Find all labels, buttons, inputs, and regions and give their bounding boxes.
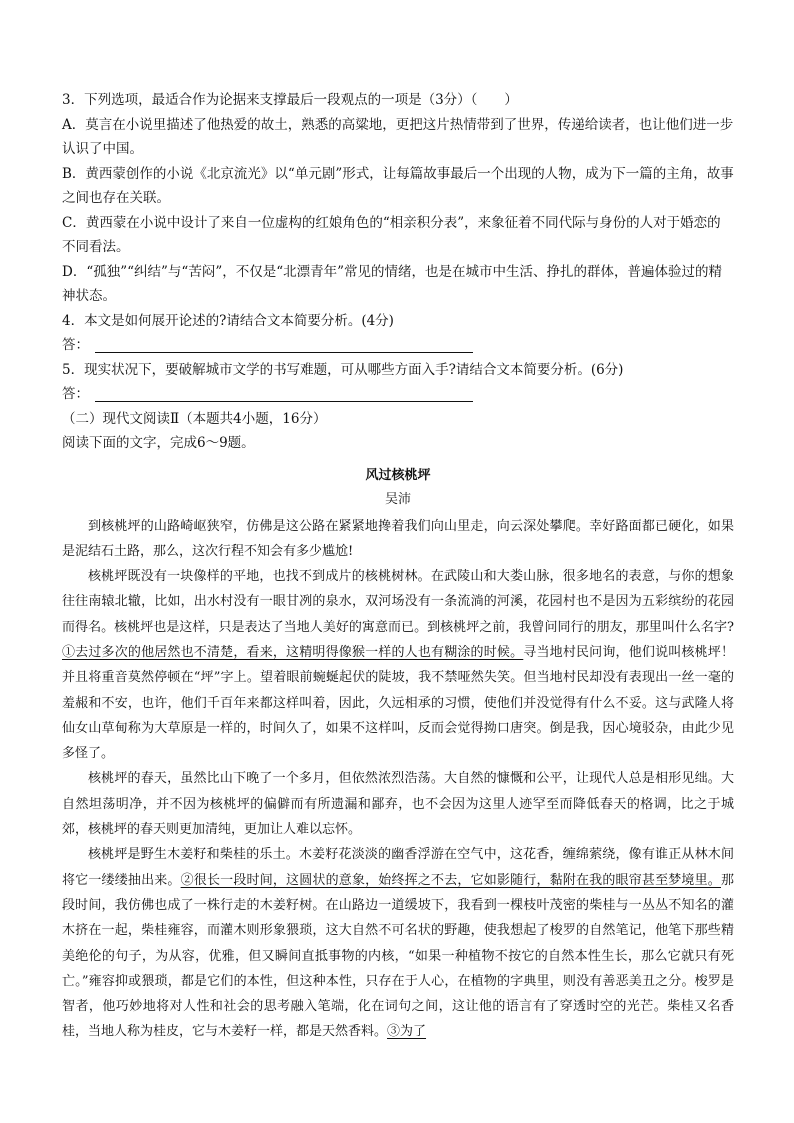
answer-label: 答： <box>62 337 89 353</box>
question-4-stem: 4．本文是如何展开论述的?请结合文本简要分析。(4分) <box>62 312 394 329</box>
question-5-answer-row <box>62 382 734 407</box>
question-5-stem: 5．现实状况下，要破解城市文学的书写难题，可从哪些方面入手?请结合文本简要分析。(6分) <box>62 361 624 378</box>
essay-title: 风过核桃坪 <box>365 467 431 483</box>
section-header <box>62 407 734 456</box>
underlined-sentence-3: ③为了 <box>387 1024 427 1040</box>
answer-line[interactable] <box>95 335 473 353</box>
answer-label: 答： <box>62 386 89 402</box>
option-a: A．莫言在小说里描述了他热爱的故土，熟悉的高粱地，更把这片热情带到了世界，传递给读者，也让他们进一步认识了中国。 <box>62 116 734 157</box>
essay-paragraph: 核桃坪的春天，虽然比山下晚了一个多月，但依然浓烈浩荡。大自然的慷慨和公平，让现代人总是相形见绌。大自然坦荡明净，并不因为核桃坪的偏僻而有所遗漏和鄙弃，也不会因为这里人迹罕至而降低春天的格调，比之于城郊，核桃坪的春天则更加清纯，更加让人难以忘怀。 <box>62 771 734 838</box>
essay-paragraph: 核桃坪是野生木姜籽和柴桂的乐土。木姜籽花淡淡的幽香浮游在空气中，这花香，缠绵萦绕，像有谁正从林木间将它一缕缕抽出来。②很长一段时间，这圆状的意象，始终挥之不去，它如影随行，黏附在我的眼帘甚至梦境里。那段时间，我仿佛也成了一株行走的木姜籽树。在山路边一道缓坡下，我看到一棵枝叶茂密的柴桂与一丛丛不知名的灌木挤在一起，柴桂雍容，而灌木则形象猥琐，这大自然不可名状的野趣，使我想起了梭罗的自然笔记，他笔下那些精美绝伦的句子，为从容，优雅，但又瞬间直抵事物的内核，“如果一种植物不按它的自然本性生长，那么它就只有死亡。”雍容抑或猥琐，都是它们的本性，但这种本性，只存在于人心，在植物的字典里，则没有善恶美丑之分。梭罗是智者，他巧妙地将对人性和社会的思考融入笔端，化在词句之间，这让他的语言有了穿透时空的光芒。柴桂又名香桂，当地人称为桂皮，它与木姜籽一样，都是天然香料。③为了 <box>62 847 734 1040</box>
option-d: D．“孤独”“纠结”与“苦闷”，不仅是“北漂青年”常见的情绪，也是在城市中生活、挣扎的群体，普遍体验过的精神状态。 <box>62 263 723 304</box>
essay-paragraph: 核桃坪既没有一块像样的平地，也找不到成片的核桃树林。在武陵山和大娄山脉，很多地名的表意，与你的想象往往南辕北辙，比如，出水村没有一眼甘冽的泉水，双河场没有一条流淌的河溪，花园村也不是因为五彩缤纷的花园而得名。核桃坪也是这样，只是表达了当地人美好的寓意而已。到核桃坪之前，我曾问同行的朋友，那里叫什么名字?①去过多次的他居然也不清楚，看来，这精明得像猴一样的人也有糊涂的时候。寻当地村民问询，他们说叫核桃坪！并且将重音莫然停顿在“坪”字上。望着眼前蜿蜒起伏的陡坡，我不禁哑然失笑。但当地村民却没有表现出一丝一毫的羞赧和不安，也许，他们千百年来都这样叫着，因此，久远相承的习惯，使他们并没觉得有什么不妥。这与武隆人将仙女山草甸称为大草原是一样的，时间久了，如果不这样叫，反而会觉得拗口唐突。倒是我，因心境驳杂，由此少见多怪了。 <box>62 569 734 762</box>
question-3-stem: 3．下列选项，最适合作为论据来支撑最后一段观点的一项是（3分）（ ） <box>62 92 518 108</box>
option-b: B．黄西蒙创作的小说《北京流光》以“单元剧”形式，让每篇故事最后一个出现的人物，成为下一篇的主角，故事之间也存在关联。 <box>62 165 734 206</box>
essay-body <box>62 514 734 1045</box>
question-3 <box>62 88 734 309</box>
essay-author: 吴沛 <box>384 491 411 507</box>
underlined-sentence-1: ①去过多次的他居然也不清楚，看来，这精明得像猴一样的人也有糊涂的时候。 <box>62 644 524 660</box>
question-4-answer-row <box>62 333 734 358</box>
option-c: C．黄西蒙在小说中设计了来自一位虚构的红娘角色的“相亲积分表”，来象征着不同代际与身份的人对于婚恋的不同看法。 <box>62 214 721 255</box>
section-heading: （二）现代文阅读Ⅱ（本题共4小题，16分） <box>62 410 327 427</box>
answer-line[interactable] <box>95 384 473 402</box>
question-5 <box>62 358 734 407</box>
essay-paragraph: 到核桃坪的山路崎岖狭窄，仿佛是这公路在紧紧地搀着我们向山里走，向云深处攀爬。幸好路面都已硬化，如果是泥结石土路，那么，这次行程不知会有多少尴尬! <box>62 518 734 559</box>
section-instruction: 阅读下面的文字，完成6～9题。 <box>62 435 255 451</box>
underlined-sentence-2: ②很长一段时间，这圆状的意象，始终挥之不去，它如影随行，黏附在我的眼帘甚至梦境里。 <box>180 872 721 888</box>
question-4 <box>62 309 734 358</box>
